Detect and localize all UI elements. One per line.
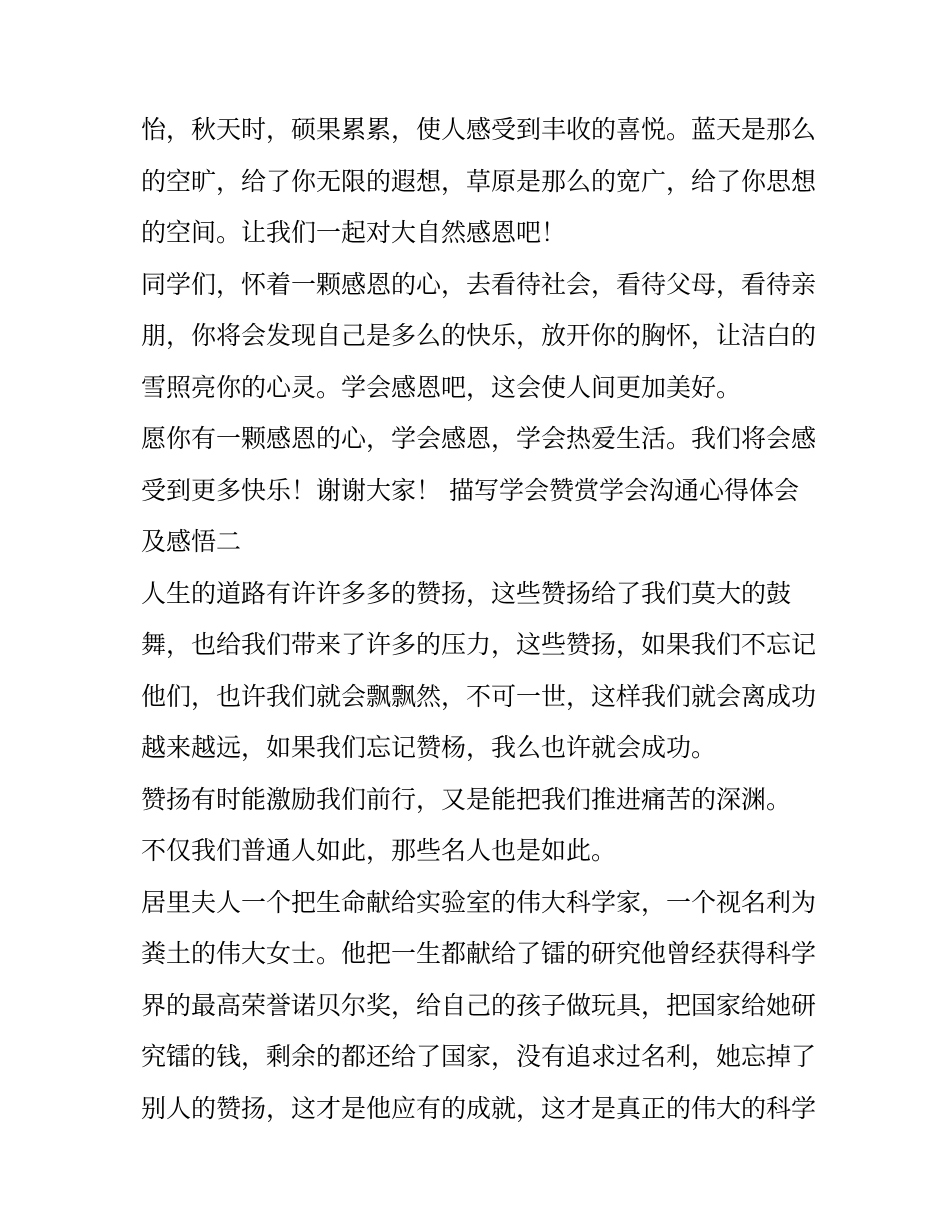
text-line: 及感悟二 xyxy=(141,527,242,556)
text-line: 朋，你将会发现自己是多么的快乐，放开你的胸怀，让洁白的 xyxy=(141,321,817,350)
text-line: 粪土的伟大女士。他把一生都献给了镭的研究他曾经获得科学 xyxy=(141,939,817,968)
text-line: 赞扬有时能激励我们前行，又是能把我们推进痛苦的深渊。 xyxy=(141,784,792,814)
text-line: 界的最高荣誉诺贝尔奖，给自己的孩子做玩具，把国家给她研 xyxy=(141,990,817,1020)
document-body xyxy=(141,104,816,1134)
text-line: 舞，也给我们带来了许多的压力，这些赞扬，如果我们不忘记 xyxy=(141,630,817,659)
text-line: 受到更多快乐！谢谢大家！ 描写学会赞赏学会沟通心得体会 xyxy=(141,475,799,505)
text-line: 的空旷，给了你无限的遐想，草原是那么的宽广，给了你思想 xyxy=(141,166,817,196)
text-line: 愿你有一颗感恩的心，学会感恩，学会热爱生活。我们将会感 xyxy=(141,424,817,453)
text-line: 不仅我们普通人如此，那些名人也是如此。 xyxy=(141,836,617,865)
text-line: 越来越远，如果我们忘记赞杨，我么也许就会成功。 xyxy=(141,733,717,762)
text-line: 怡，秋天时，硕果累累，使人感受到丰收的喜悦。蓝天是那么 xyxy=(141,115,817,144)
text-line: 居里夫人一个把生命献给实验室的伟大科学家，一个视名利为 xyxy=(141,887,817,917)
text-line: 的空间。让我们一起对大自然感恩吧！ xyxy=(141,218,567,247)
text-line: 究镭的钱，剩余的都还给了国家，没有追求过名利，她忘掉了 xyxy=(141,1042,817,1071)
text-line: 他们，也许我们就会飘飘然，不可一世，这样我们就会离成功 xyxy=(141,681,817,711)
text-line: 雪照亮你的心灵。学会感恩吧，这会使人间更加美好。 xyxy=(141,372,742,402)
text-line: 别人的赞扬，这才是他应有的成就，这才是真正的伟大的科学 xyxy=(141,1093,817,1123)
text-line: 人生的道路有许许多多的赞扬，这些赞扬给了我们莫大的鼓 xyxy=(141,578,792,608)
text-line: 同学们，怀着一颗感恩的心，去看待社会，看待父母，看待亲 xyxy=(141,269,817,299)
